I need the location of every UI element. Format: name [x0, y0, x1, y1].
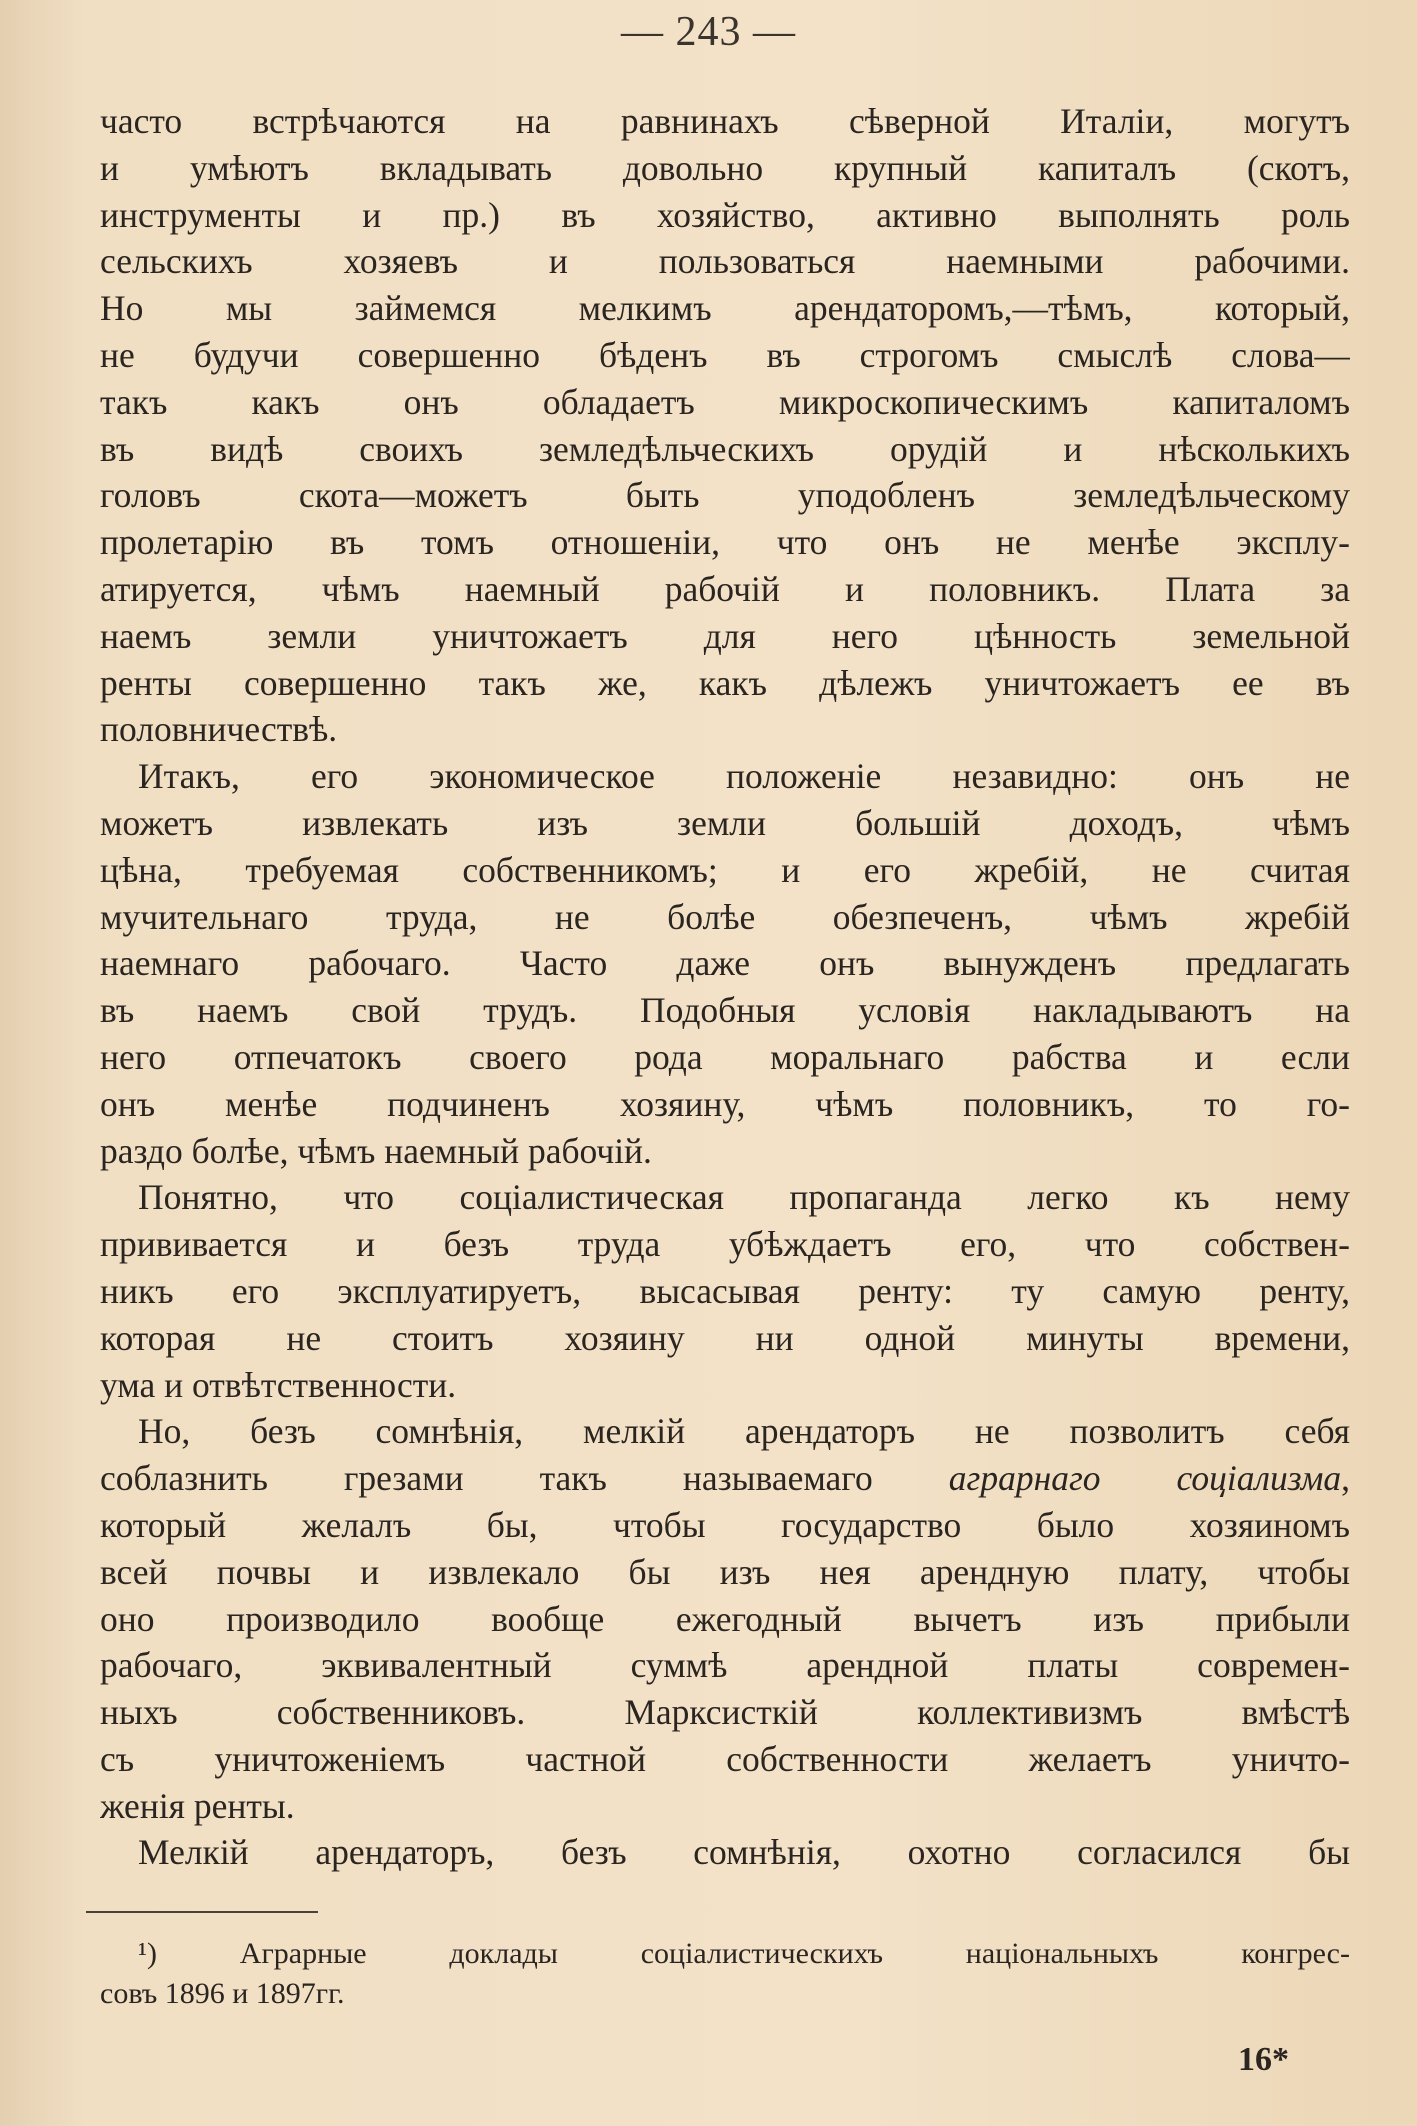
text-line: пролетарію въ томъ отношеніи, что онъ не менѣе эксплу-: [100, 522, 1350, 563]
text-line: инструменты и пр.) въ хозяйство, активно выполнять роль: [100, 194, 1350, 235]
text-line: половничествѣ.: [100, 709, 338, 750]
text-line: раздо болѣе, чѣмъ наемный рабочій.: [100, 1130, 652, 1171]
text-line: Понятно, что соціалистическая пропаганда легко къ нему: [138, 1177, 1350, 1218]
footnote-line: совъ 1896 и 1897гг.: [100, 1977, 345, 2010]
text-line: въ наемъ свой трудъ. Подобныя условія накладываютъ на: [100, 990, 1350, 1031]
footnote-line: ¹) Аграрные доклады соціалистическихъ національныхъ конгрес-: [138, 1937, 1350, 1970]
italic-term: аграрнаго соціализма: [948, 1458, 1342, 1499]
text-line: съ уничтоженіемъ частной собственности желаетъ уничто-: [100, 1738, 1350, 1779]
text-line: не будучи совершенно бѣденъ въ строгомъ смыслѣ слова—: [100, 334, 1350, 375]
text-line: въ видѣ своихъ земледѣльческихъ орудій и нѣсколькихъ: [100, 428, 1350, 469]
text-line: прививается и безъ труда убѣждаетъ его, что собствен-: [100, 1224, 1350, 1265]
main-text: [100, 98, 1350, 1876]
text-line: которая не стоитъ хозяину ни одной минуты времени,: [100, 1317, 1350, 1358]
text-line: головъ скота—можетъ быть уподобленъ земледѣльческому: [100, 475, 1350, 516]
text-line: рабочаго, эквивалентный суммѣ арендной платы современ-: [100, 1645, 1350, 1686]
text-line: него отпечатокъ своего рода моральнаго рабства и если: [100, 1036, 1350, 1077]
text-fragment: ,: [1341, 1458, 1350, 1499]
footnote-divider: [86, 1911, 318, 1913]
text-line: можетъ извлекать изъ земли большій доходъ, чѣмъ: [100, 802, 1350, 843]
text-line: цѣна, требуемая собственникомъ; и его жребій, не считая: [100, 849, 1350, 890]
text-line: атируется, чѣмъ наемный рабочій и половникъ. Плата за: [100, 568, 1350, 609]
text-line: всей почвы и извлекало бы изъ нея арендную плату, чтобы: [100, 1551, 1350, 1592]
text-line: ныхъ собственниковъ. Марксисткій коллективизмъ вмѣстѣ: [100, 1692, 1350, 1733]
text-line: [100, 1455, 1350, 1502]
text-line: Мелкій арендаторъ, безъ сомнѣнія, охотно согласился бы: [138, 1832, 1350, 1873]
text-line: женія ренты.: [100, 1785, 295, 1826]
text-line: мучительнаго труда, не болѣе обезпеченъ, чѣмъ жребій: [100, 896, 1350, 937]
text-line: и умѣютъ вкладывать довольно крупный капиталъ (скотъ,: [100, 147, 1350, 188]
text-line: Итакъ, его экономическое положеніе незавидно: онъ не: [138, 756, 1350, 797]
text-line: такъ какъ онъ обладаетъ микроскопическимъ капиталомъ: [100, 381, 1350, 422]
text-line: оно производило вообще ежегодный вычетъ изъ прибыли: [100, 1598, 1350, 1639]
text-line: Но, безъ сомнѣнія, мелкій арендаторъ не позволитъ себя: [138, 1411, 1350, 1452]
text-line: ума и отвѣтственности.: [100, 1364, 457, 1405]
text-line: сельскихъ хозяевъ и пользоваться наемными рабочими.: [100, 241, 1350, 282]
text-line: онъ менѣе подчиненъ хозяину, чѣмъ половникъ, то го-: [100, 1083, 1350, 1124]
signature-mark: 16*: [1238, 2041, 1289, 2078]
text-line: Но мы займемся мелкимъ арендаторомъ,—тѣмъ, который,: [100, 288, 1350, 329]
text-fragment: соблазнить грезами такъ называемаго: [100, 1458, 873, 1499]
page-number: — 243 —: [621, 9, 796, 55]
text-line: часто встрѣчаются на равнинахъ сѣверной Италіи, могутъ: [100, 101, 1350, 141]
footnote: [100, 1934, 1350, 2014]
text-line: наемнаго рабочаго. Часто даже онъ вынужденъ предлагать: [100, 943, 1350, 984]
text-line: который желалъ бы, чтобы государство было хозяиномъ: [100, 1504, 1350, 1545]
text-line: никъ его эксплуатируетъ, высасывая ренту: ту самую ренту,: [100, 1270, 1350, 1311]
text-line: ренты совершенно такъ же, какъ дѣлежъ уничтожаетъ ее въ: [100, 662, 1350, 703]
text-line: наемъ земли уничтожаетъ для него цѣнность земельной: [100, 615, 1350, 656]
